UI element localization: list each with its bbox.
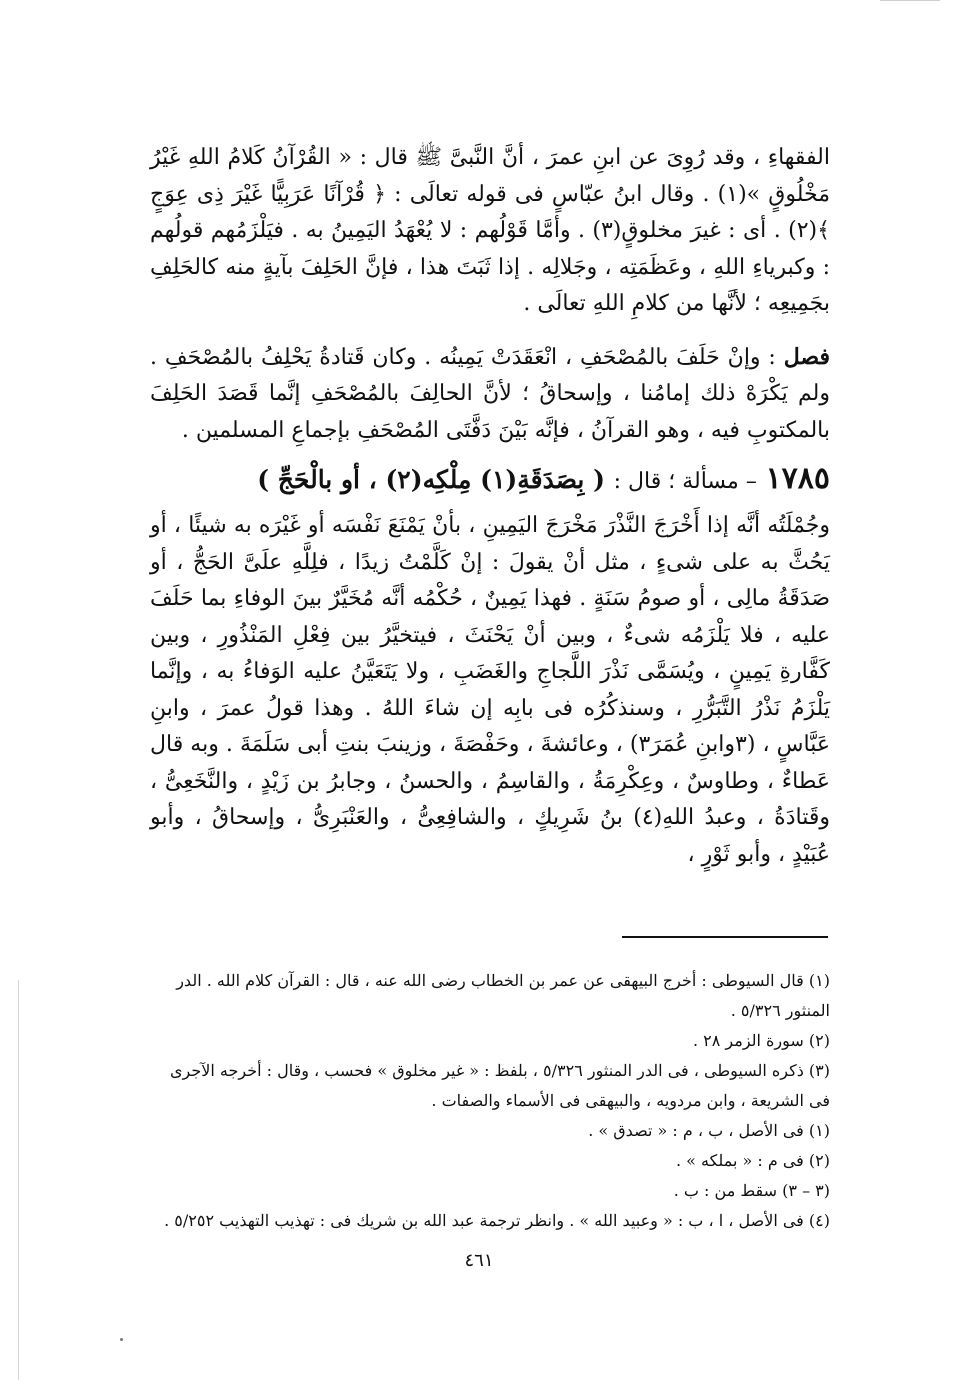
scan-edge-line	[18, 980, 19, 1380]
section-label-fasl: فصل	[783, 343, 830, 370]
paragraph-nadhr-yamin: وجُمْلَتُه أنَّه إذا أَخْرَجَ النَّذْرَ مَخْرَجَ اليَمِينِ ، بأنْ يَمْنَعَ نَفْسَه أو غَيْرَه به شيئًا ، أو يَحُثَّ به على شىءٍ ، مثل أنْ يقولَ : إنْ كَلَّمْتُ زيدًا ، فلِلَّهِ علَىَّ الحَجُّ ، أو صَدَقَةُ مالِى ، أو صومُ سَنَةٍ . فهذا يَمِينٌ ، حُكْمُه أنَّه مُخَيَّرٌ بينَ الوفاءِ بما حَلَفَ عليه ، فلا يَلْزَمُه شىءٌ ، وبين أنْ يَحْنَثَ ، فيتخيَّرُ بين فِعْلِ المَنْذُورِ ، وبين كَفَّارةِ يَمِينٍ ، ويُسَمَّى نَذْرَ اللَّجاجِ والغَضَبِ ، ولا يَتَعَيَّنُ عليه الوَفاءُ به ، وإنَّما يَلْزَمُ نَذْرُ التَّبَرُّرِ ، وسنذكُرُه فى بابِه إن شاءَ اللهُ . وهذا قولُ عمرَ ، وابنِ عَبَّاسٍ ، (٣وابنِ عُمَرَ٣) ، وعائشةَ ، وحَفْصَةَ ، وزينبَ بنتِ أبى سَلَمَةَ . وبه قال عَطاءٌ ، وطاوسٌ ، وعِكْرِمَةُ ، والقاسِمُ ، والحسنُ ، وجابرُ بن زَيْدٍ ، والنَّخَعِىُّ ، وقَتادَةُ ، وعبدُ اللهِ(٤) بنُ شَرِيكٍ ، والشافِعِىُّ ، والعَنْبَرِىُّ ، وإسحاقُ ، وأبو عُبَيْدٍ ، وأبو ثَوْرٍ ،	[150, 513, 830, 867]
fasl-text: : وإنْ حَلَفَ بالمُصْحَفِ ، انْعَقَدَتْ يَمِينُه . وكان قَتادةُ يَحْلِفُ بالمُصْحَفِ . ولم يَكْرَهْ ذلك إمامُنا ، وإسحاقُ ؛ لأنَّ الحالِفَ بالمُصْحَفِ إنَّما قَصَدَ الحَلِفَ بالمكتوبِ فيه ، وهو القرآنُ ، فإنَّه بَيْنَ دَفَّتَى المُصْحَفِ بإجماعِ المسلمين .	[150, 344, 830, 443]
footnote-item: (٣ – ٣) سقط من : ب .	[673, 1181, 830, 1200]
main-text	[150, 140, 830, 873]
paragraph-fasl-mushaf	[150, 339, 830, 450]
masala-intro: – مسألة ؛ قال :	[613, 469, 757, 494]
scan-speck	[120, 1338, 123, 1341]
footnote-item: (١) قال السيوطى : أخرج البيهقى عن عمر بن الخطاب رضى الله عنه ، قال : القرآن كلام الله . الدر المنثور ٥/٣٢٦ .	[176, 971, 830, 1020]
masala-heading	[150, 459, 830, 502]
page-number: ٤٦١	[464, 1250, 494, 1271]
footnote-separator	[622, 936, 828, 938]
masala-number: ١٧٨٥	[765, 461, 830, 496]
footnote-item: (٤) فى الأصل ، ا ، ب : « وعبيد الله » . وانظر ترجمة عبد الله بن شريك فى : تهذيب التهذيب ٥/٢٥٢ .	[164, 1211, 830, 1230]
masala-text: ( بِصَدَقَةِ(١) مِلْكِه(٢) ، أو بالْحَجِّ )	[257, 465, 605, 494]
footnote-item: (٣) ذكره السيوطى ، فى الدر المنثور ٥/٣٢٦ ، بلفظ : « غير مخلوق » فحسب ، وقال : أخرجه الآجرى فى الشريعة ، وابن مردويه ، والبيهقى فى الأسماء والصفات .	[170, 1061, 830, 1110]
footnote-item: (١) فى الأصل ، ب ، م : « تصدق » .	[588, 1121, 830, 1140]
footnote-item: (٢) فى م : « بملكه » .	[675, 1151, 830, 1170]
paragraph-quran-uncreated: الفقهاءِ ، وقد رُوِىَ عن ابنِ عمرَ ، أنَّ النَّبىَّ ﷺ قال : « القُرْآنُ كَلامُ اللهِ غَيْرُ مَخْلُوقٍ »(١) . وقال ابنُ عبّاسٍ فى قوله تعالَى : ﴿ قُرْآنًا عَرَبِيًّا غَيْرَ ذِى عِوَجٍ ﴾(٢) . أى : غيرَ مخلوقٍ(٣) . وأمَّا قَوْلُهم : لا يُعْهَدُ اليَمِينُ به . فيَلْزَمُهم قولُهم : وكبرياءِ اللهِ ، وعَظَمَتِه ، وجَلالِه . إذا ثَبَتَ هذا ، فإنَّ الحَلِفَ بآيةٍ منه كالحَلِفِ بجَمِيعِه ؛ لأنَّها من كلامِ اللهِ تعالَى .	[150, 145, 830, 316]
scan-edge-mark	[880, 0, 940, 7]
footnote-item: (٢) سورة الزمر ٢٨ .	[692, 1031, 830, 1050]
footnotes	[150, 966, 830, 1236]
